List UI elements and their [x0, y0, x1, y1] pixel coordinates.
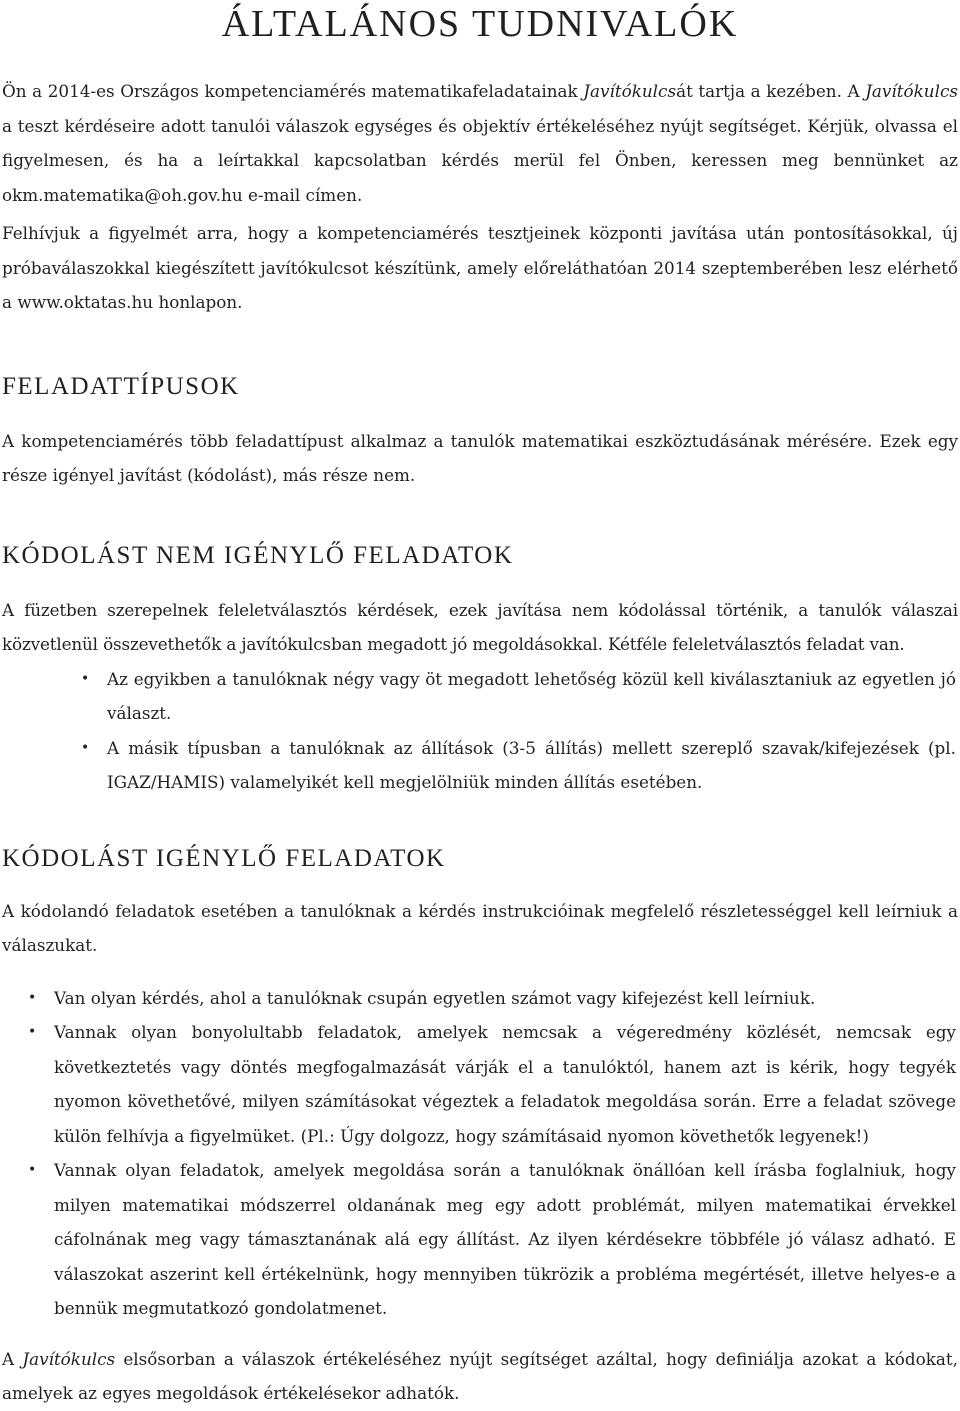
bullet-icon: • — [81, 739, 90, 756]
section-heading-no-coding: KÓDOLÁST NEM IGÉNYLŐ FELADATOK — [2, 541, 514, 569]
intro-paragraph-1 — [2, 74, 958, 212]
section-text-task-types: A kompetenciamérés több feladattípust alkalmaz a tanulók matematikai eszköztudásának mérésére. Ezek egy része igényel javítást (kódolást), más része nem. — [2, 430, 958, 485]
bullet-icon: • — [28, 1024, 37, 1040]
list-item — [28, 1015, 956, 1153]
intro-text-a: Ön a 2014-es Országos kompetenciamérés matematikafeladatainak — [2, 81, 584, 101]
closing-emphasis-javitokulcs: Javítókulcs — [22, 1348, 116, 1369]
list-item-text: Vannak olyan bonyolultabb feladatok, amelyek nemcsak a végeredmény közlését, nemcsak egy következtetés vagy döntés megfogalmazását várják el a tanulóktól, hanem azt is kérik, hogy tegyék nyomon követhetővé, milyen számításokat végeztek a feladatok megoldása során. Erre a feladat szövege külön felhívja a figyelmüket. (Pl.: Úgy dolgozz, hogy számításaid nyomon követhetők legyenek!) — [54, 1022, 956, 1146]
closing-text-b: elsősorban a válaszok értékeléséhez nyújt segítséget azáltal, hogy definiálja azokat a kódokat, amelyek az egyes megoldások értékelésekor adhatók. — [2, 1348, 958, 1403]
section-heading-coding: KÓDOLÁST IGÉNYLŐ FELADATOK — [2, 844, 446, 872]
coding-list — [28, 981, 956, 1326]
list-item — [81, 662, 956, 731]
closing-text-a: A — [2, 1348, 23, 1369]
list-item-text: Az egyikben a tanulóknak négy vagy öt megadott lehetőség közül kell kiválasztaniuk az egyetlen jó választ. — [107, 668, 956, 723]
bullet-icon: • — [28, 1162, 37, 1178]
no-coding-list — [81, 662, 956, 800]
list-item-text: Van olyan kérdés, ahol a tanulóknak csupán egyetlen számot vagy kifejezést kell leírniuk. — [54, 987, 816, 1008]
list-item — [28, 981, 956, 1016]
list-item — [81, 731, 956, 800]
bullet-icon: • — [81, 670, 90, 687]
intro-emphasis-javitokulcs-2: Javítókulcs — [865, 81, 958, 101]
list-item — [28, 1153, 956, 1326]
intro-emphasis-javitokulcs: Javítókulcs — [583, 81, 677, 101]
list-item-text: A másik típusban a tanulóknak az állítások (3-5 állítás) mellett szereplő szavak/kifejezések (pl. IGAZ/HAMIS) valamelyikét kell megjelölniük minden állítás esetében. — [107, 737, 956, 792]
list-item-text: Vannak olyan feladatok, amelyek megoldása során a tanulóknak önállóan kell írásba foglalniuk, hogy milyen matematikai módszerrel oldanának meg egy adott problémát, milyen matematikai érvekkel cáfolnának meg vagy támasztanának alá egy állítást. Az ilyen kérdésekre többféle jó válasz adható. E válaszokat aszerint kell értékelnünk, hogy mennyiben tükrözik a probléma megértését, illetve helyes-e a bennük megmutatkozó gondolatmenet. — [54, 1160, 956, 1318]
section-text-no-coding: A füzetben szerepelnek feleletválasztós kérdések, ezek javítása nem kódolással történik, a tanulók válaszai közvetlenül összevethetők a javítókulcsban megadott jó megoldásokkal. Kétféle feleletválasztós feladat van. — [2, 599, 958, 654]
intro-text-c: a teszt kérdéseire adott tanulói válaszok egységes és objektív értékeléséhez nyújt segítséget. Kérjük, olvassa el figyelmesen, és ha a leírtakkal kapcsolatban kérdés merül fel Önben, keressen meg bennünket az okm.matematika@oh.gov.hu e-mail címen. — [2, 115, 958, 205]
intro-text-b: át tartja a kezében. A — [676, 81, 866, 101]
page-title: ÁLTALÁNOS TUDNIVALÓK — [221, 3, 739, 45]
bullet-icon: • — [28, 989, 37, 1006]
section-heading-task-types: FELADATTÍPUSOK — [2, 372, 240, 400]
intro-paragraph-2: Felhívjuk a figyelmét arra, hogy a kompetenciamérés tesztjeinek központi javítása után pontosításokkal, új próbaválaszokkal kiegészített javítókulcsot készítünk, amely előreláthatóan 2014 szeptemberében lesz elérhető a www.oktatas.hu honlapon. — [2, 223, 958, 312]
closing-paragraph — [2, 1342, 958, 1411]
section-text-coding: A kódolandó feladatok esetében a tanulóknak a kérdés instrukcióinak megfelelő részletességgel kell leírniuk a válaszukat. — [2, 900, 958, 955]
